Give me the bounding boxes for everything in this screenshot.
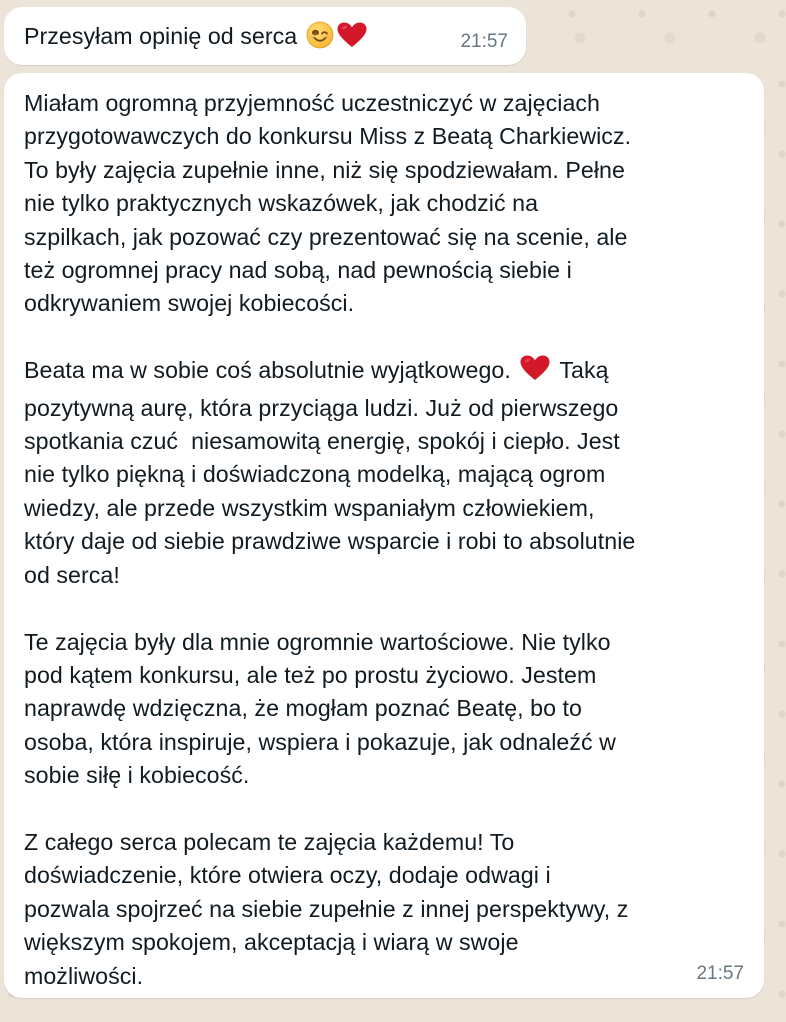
smiling-face-icon <box>306 21 334 58</box>
red-heart-icon <box>336 21 368 58</box>
paragraph-1: Miałam ogromną przyjemność uczestniczyć w zajęciach przygotowawczych do konkursu Miss z Beatą Charkiewicz. To były zajęcia zupełnie inne, niż się spodziewałam. Pełne nie tylko praktycznych wskazówek, jak chodzić na szpilkach, jak pozować czy prezentować się na scenie, ale też ogromnej pracy nad sobą, nad pewnością siebie i odkrywaniem swojej kobiecości. <box>24 90 632 317</box>
paragraph-3: Te zajęcia były dla mnie ogromnie wartościowe. Nie tylko pod kątem konkursu, ale też po prostu życiowo. Jestem naprawdę wdzięczna, że mogłam poznać Beatę, bo to osoba, która inspiruje, wspiera i pokazuje, jak odnaleźć w sobie siłę i kobiecość. <box>24 628 616 789</box>
message-time-2: 21:57 <box>696 963 744 984</box>
message-bubble-2[interactable] <box>4 73 764 998</box>
paragraph-4: Z całego serca polecam te zajęcia każdemu! To doświadczenie, które otwiera oczy, dodaje odwagi i pozwala spojrzeć na siebie zupełnie z innej perspektywy, z większym spokojem, akceptacją i wiarą w swoje możliwości. <box>24 828 629 989</box>
paragraph-2-start: Beata ma w sobie coś absolutnie wyjątkowego. <box>24 357 511 384</box>
message-text-1 <box>24 20 368 58</box>
message-time-1: 21:57 <box>460 31 508 52</box>
red-heart-inline-icon <box>519 354 551 391</box>
message-text-2 <box>24 87 759 993</box>
paragraph-2-end: Taką pozytywną aurę, która przyciąga ludzi. Już od pierwszego spotkania czuć niesamowitą energię, spokój i ciepło. Jest nie tylko piękną i doświadczoną modelką, mającą ogrom wiedzy, ale przede wszystkim wspaniałym człowiekiem, który daje od siebie prawdziwe wsparcie i robi to absolutnie od serca! <box>24 357 636 588</box>
message-text-1-content: Przesyłam opinię od serca <box>24 23 298 49</box>
message-bubble-1[interactable] <box>4 7 526 65</box>
